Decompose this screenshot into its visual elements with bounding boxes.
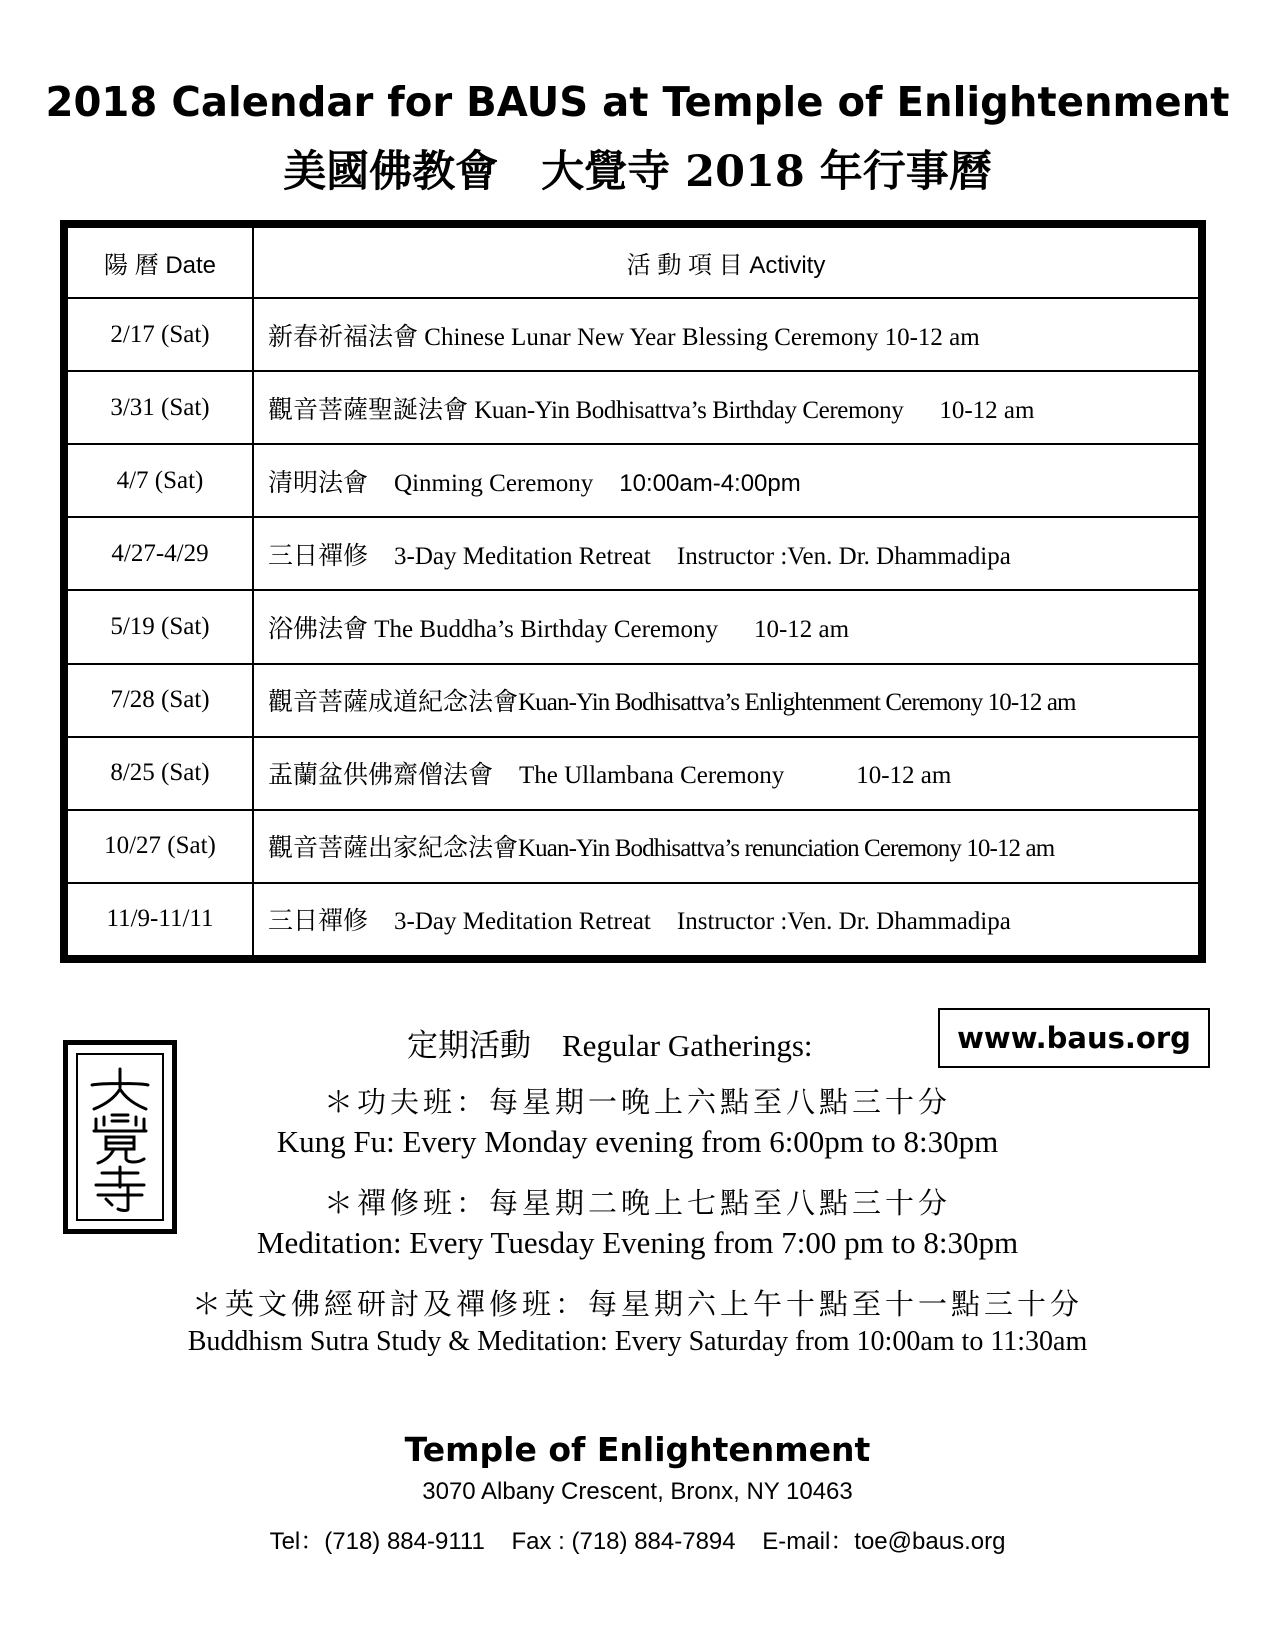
event-activity [253,298,1199,371]
gathering-en: Buddhism Sutra Study & Meditation: Every Saturday from 10:00am to 11:30am [187,1326,1088,1357]
event-name-zh: 清明法會 [268,469,369,497]
event-time: 10-12 am [939,396,1035,424]
date-column-header: 陽 曆 Date [67,227,253,298]
table-header-row [67,227,1199,298]
event-time: 10-12 am [884,323,980,351]
event-date: 11/9-11/11 [67,883,253,956]
event-time: 10-12 am [753,616,850,643]
calendar-table [66,226,1200,957]
event-date: 3/31 (Sat) [67,371,253,444]
event-instructor: Instructor :Ven. Dr. Dhammadipa [676,542,1011,570]
event-date: 8/25 (Sat) [67,737,253,810]
event-time: 10:00am-4:00pm [619,469,801,497]
event-name-en: Chinese Lunar New Year Blessing Ceremony [424,323,879,351]
page-title-chinese: 美國佛教會 大覺寺 2018 年行事曆 [283,147,992,197]
table-row [67,737,1199,810]
table-row [67,517,1199,590]
gathering-en: Kung Fu: Every Monday evening from 6:00pm to 8:30pm [276,1124,999,1159]
event-name-en: The Ullambana Ceremony [519,762,785,790]
table-row [67,664,1199,737]
table-row [67,298,1199,371]
gathering-zh: ＊英文佛經研討及禪修班：每星期六上午十點至十一點三十分 [191,1287,1083,1321]
event-date: 10/27 (Sat) [67,810,253,883]
event-date: 5/19 (Sat) [67,590,253,663]
event-activity [253,371,1199,444]
gathering-zh: ＊功夫班：每星期一晚上六點至八點三十分 [323,1085,951,1119]
table-row [67,810,1199,883]
footer-temple-name: Temple of Enlightenment [404,1430,871,1469]
event-instructor: Instructor :Ven. Dr. Dhammadipa [676,908,1011,936]
event-name-zh: 盂蘭盆供佛齋僧法會 [268,762,494,790]
event-activity [253,737,1199,810]
event-name-en: Kuan-Yin Bodhisattva’s Enlightenment Ceremony [518,689,983,717]
event-name-zh: 三日禪修 [268,908,369,936]
event-activity [253,810,1199,883]
event-name-zh: 新春祈福法會 [268,323,419,351]
activity-column-header: 活 動 項 目 Activity [253,227,1199,298]
table-row [67,883,1199,956]
event-activity [253,883,1199,956]
event-activity [253,444,1199,517]
event-date: 4/27-4/29 [67,517,253,590]
event-name-en: 3-Day Meditation Retreat [394,908,651,936]
event-date: 2/17 (Sat) [67,298,253,371]
event-name-zh: 三日禪修 [268,542,369,570]
table-row [67,444,1199,517]
gathering-en: Meditation: Every Tuesday Evening from 7:00 pm to 8:30pm [256,1225,1019,1260]
event-activity [253,590,1199,663]
event-time: 10-12 am [987,689,1076,717]
event-name-en: The Buddha’s Birthday Ceremony [374,616,718,643]
event-name-zh: 觀音菩薩成道紀念法會 [268,689,519,717]
event-name-en: Kuan-Yin Bodhisattva’s renunciation Ceremony [518,835,961,863]
event-date: 4/7 (Sat) [67,444,253,517]
table-row [67,590,1199,663]
event-name-zh: 浴佛法會 [268,616,369,643]
page-title: 2018 Calendar for BAUS at Temple of Enlightenment [45,78,1230,126]
regular-gatherings-title: 定期活動 Regular Gatherings: [407,1028,813,1063]
event-activity [253,517,1199,590]
event-activity [253,664,1199,737]
event-time: 10-12 am [856,762,952,790]
event-name-en: Kuan-Yin Bodhisattva’s Birthday Ceremony [474,396,904,424]
footer-contact: Tel：(718) 884-9111 Fax : (718) 884-7894 E-mail：toe@baus.org [269,1528,1006,1555]
event-name-en: Qinming Ceremony [394,469,594,497]
gathering-zh: ＊禪修班：每星期二晚上七點至八點三十分 [323,1186,951,1220]
event-name-en: 3-Day Meditation Retreat [394,542,651,570]
event-name-zh: 觀音菩薩出家紀念法會 [268,835,519,863]
table-row [67,371,1199,444]
footer-address: 3070 Albany Crescent, Bronx, NY 10463 [422,1478,853,1505]
event-date: 7/28 (Sat) [67,664,253,737]
event-time: 10-12 am [966,835,1055,863]
event-name-zh: 觀音菩薩聖誕法會 [268,396,469,424]
website-link[interactable]: www.baus.org [938,1008,1210,1068]
